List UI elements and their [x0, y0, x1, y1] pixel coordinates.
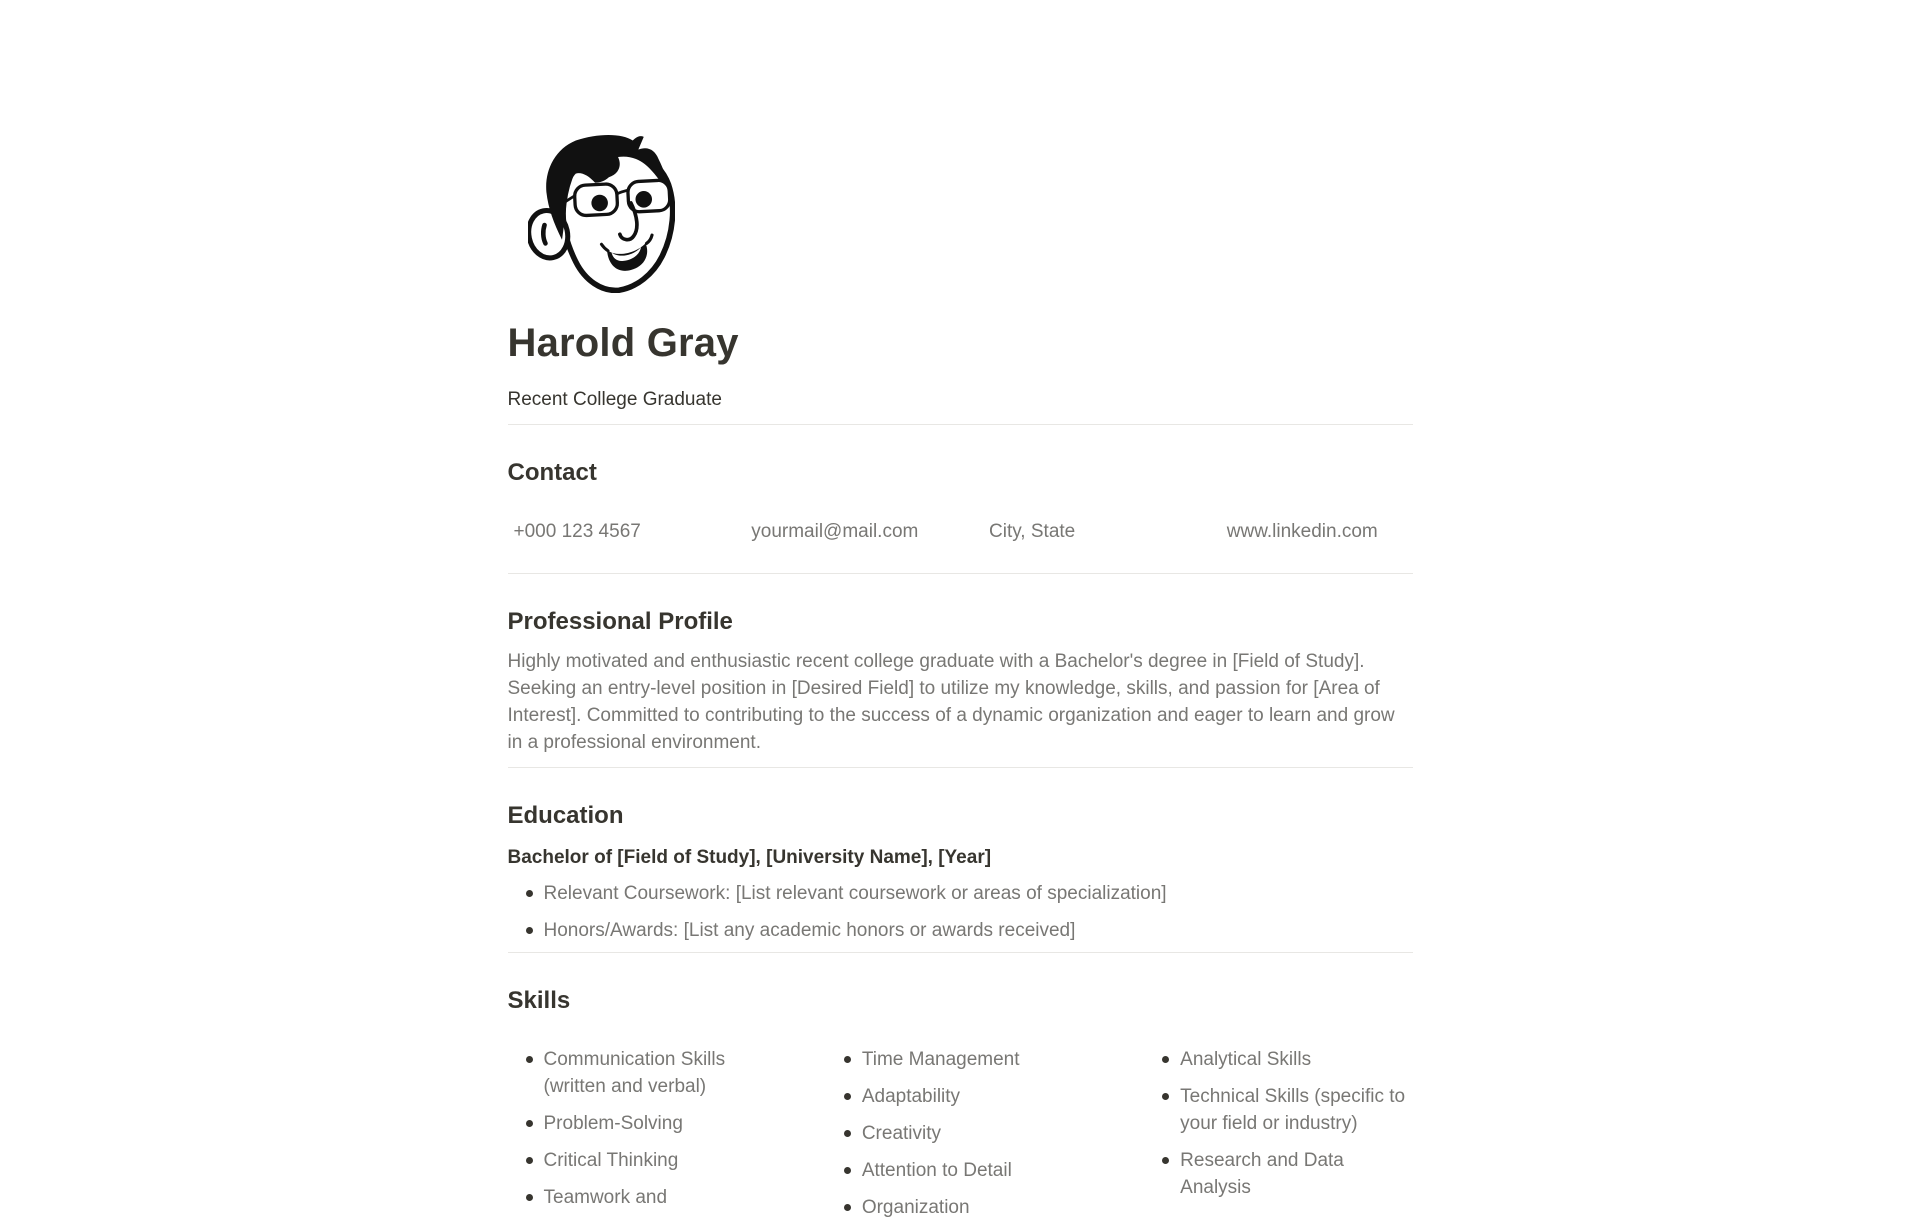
contact-location: City, State — [989, 521, 1076, 542]
avatar — [528, 135, 1413, 293]
list-item: Adaptability — [826, 1083, 1094, 1110]
skills-column-2 — [826, 1046, 1094, 1221]
skills-columns — [508, 1046, 1413, 1221]
list-item: Attention to Detail — [826, 1157, 1094, 1184]
divider — [508, 767, 1413, 768]
contact-linkedin: www.linkedin.com — [1226, 521, 1378, 542]
list-item: Analytical Skills — [1144, 1046, 1412, 1073]
contact-phone: +000 123 4567 — [513, 521, 641, 542]
list-item: Teamwork and — [508, 1184, 776, 1211]
list-item: Technical Skills (specific to your field or industry) — [1144, 1083, 1412, 1137]
list-item: Honors/Awards: [List any academic honors or awards received] — [508, 917, 1413, 944]
list-item: Organization — [826, 1194, 1094, 1221]
subtitle: Recent College Graduate — [507, 389, 722, 410]
contact-email: yourmail@mail.com — [751, 521, 919, 542]
skills-column-1 — [508, 1046, 776, 1221]
resume-page — [508, 0, 1413, 1221]
list-item: Creativity — [826, 1120, 1094, 1147]
education-degree: Bachelor of [Field of Study], [University Name], [Year] — [507, 847, 992, 868]
skills-column-3 — [1144, 1046, 1412, 1221]
list-item: Problem-Solving — [508, 1110, 776, 1137]
divider — [508, 952, 1413, 953]
list-item: Relevant Coursework: [List relevant coursework or areas of specialization] — [508, 880, 1413, 907]
professional-profile-summary: Highly motivated and enthusiastic recent college graduate with a Bachelor's degree in [Field of Study]. Seeking an entry-level position in [Desired Field] to utilize my knowledge, skills, and passion for [Area of Interest]. Committed to contributing to the success of a dynamic organization and eager to learn and grow in a professional environment. — [507, 651, 1395, 753]
list-item: Communication Skills (written and verbal) — [508, 1046, 776, 1100]
skills-heading: Skills — [507, 987, 571, 1014]
list-item: Research and Data Analysis — [1144, 1147, 1412, 1201]
man-with-glasses-avatar-icon — [528, 135, 675, 293]
divider — [508, 424, 1413, 425]
list-item: Time Management — [826, 1046, 1094, 1073]
list-item: Critical Thinking — [508, 1147, 776, 1174]
contact-row — [508, 518, 1413, 545]
education-list — [508, 880, 1413, 944]
education-heading: Education — [507, 802, 624, 829]
page-title: Harold Gray — [507, 321, 739, 365]
professional-profile-heading: Professional Profile — [507, 608, 733, 635]
divider — [508, 573, 1413, 574]
contact-heading: Contact — [507, 459, 597, 486]
